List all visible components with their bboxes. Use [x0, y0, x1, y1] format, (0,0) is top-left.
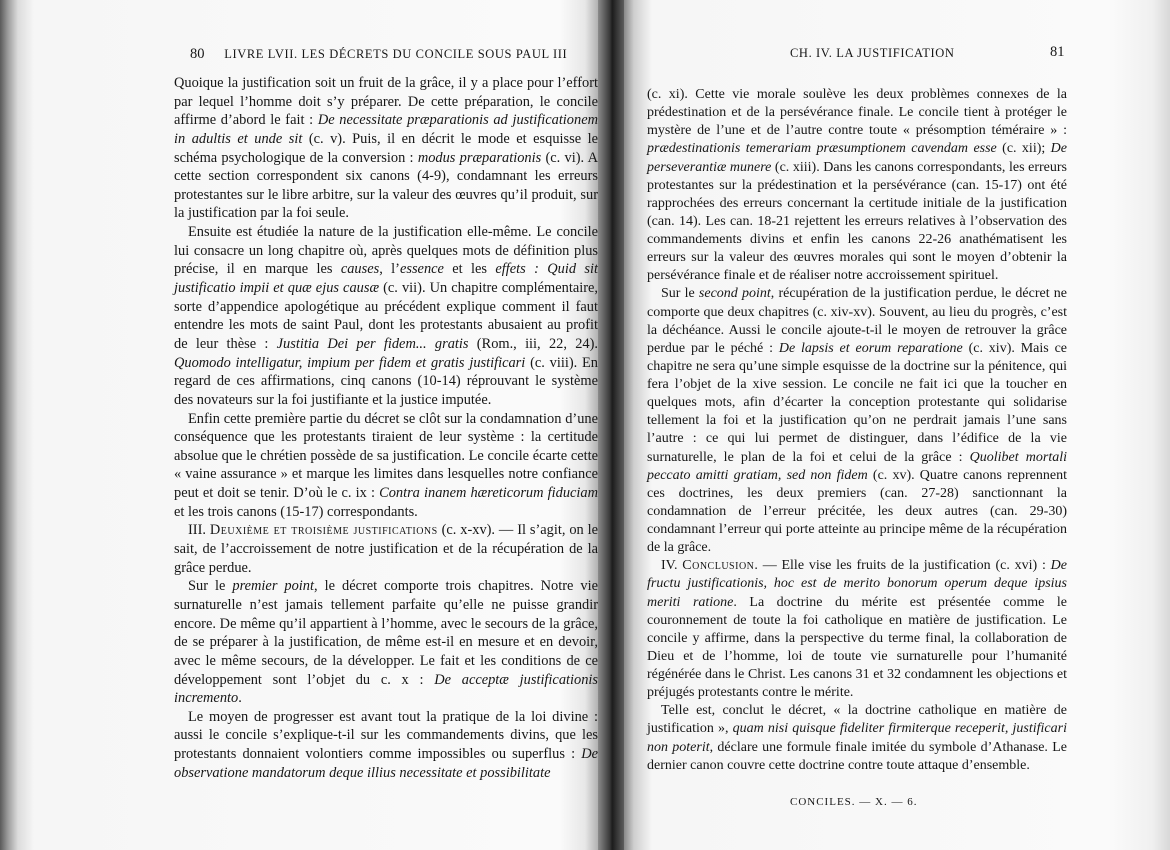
left-text-column [174, 74, 598, 782]
section-heading: Conclusion [682, 558, 755, 574]
section-heading: Deuxième et troisième justifications [209, 522, 438, 539]
section-heading-paragraph: IV. Conclusion. — Elle vise les fruits de la justification (c. xvi) : De fructu justificationis, hoc est de merito bonorum operum deque ipsius meriti ratione. La doctrine du mérite est présentée comme le couronnement de toute la foi catholique en matière de justification. Le concile y affirme, dans la perspective du terme final, la collaboration de Dieu et de l’homme, loi de toute vie surnaturelle pour l’humanité régénérée dans le Christ. Les canons 31 et 32 condamnent les objections et préjugés protestants contre le mérite. [647, 558, 1067, 701]
paragraph: Le moyen de progresser est avant tout la pratique de la loi divine : aussi le concile s’explique-t-il sur les commandements divins, que les protestants donnaient volontiers comme impossibles ou superflus : De observatione mandatorum deque illius necessitate et possibilitate [174, 708, 598, 781]
paragraph: Sur le second point, récupération de la justification perdue, le décret ne comporte que deux chapitres (c. xiv-xv). Souvent, au lieu du progrès, c’est la déchéance. Aussi le concile ajoute-t-il le moyen de retrouver la grâce perdue par le péché : De lapsis et eorum reparatione (c. xiv). Mais ce chapitre ne sera qu’une simple esquisse de la doctrine sur la pénitence, qui fera l’objet de la xive session. Le concile ne fait ici que la toucher en quelques mots, afin d’écarter la conception protestante qui solidarise tellement la foi et la justification qu’on ne perdrait jamais l’une sans l’autre : ce qui lui permet de distinguer, dans l’édifice de la vie surnaturelle, le plan de la foi et celui de la grâce : Quolibet mortali peccato amitti gratiam, sed non fidem (c. xv). Quatre canons reprennent ces doctrines, les deux premiers (can. 27-28) sanctionnant la condamnation de l’erreur précitée, les deux autres (can. 29-30) condamnant l’erreur qui porte atteinte au principe même de la récupération de la grâce. [647, 286, 1067, 556]
right-page [612, 0, 1170, 850]
paragraph: Telle est, conclut le décret, « la doctrine catholique en matière de justification », quam nisi quisque fideliter firmiterque receperit, justificari non poterit, déclare une formule finale imitée du symbole d’Athanase. Le dernier canon couvre cette doctrine contre toute attaque d’ensemble. [647, 703, 1067, 773]
right-page-number: 81 [1050, 44, 1065, 60]
signature-mark: CONCILES. — X. — 6. [790, 796, 918, 808]
paragraph: Quoique la justification soit un fruit de la grâce, il y a place pour l’effort par lequel l’homme doit s’y préparer. De cette préparation, le concile affirme d’abord le fait : De necessitate præparationis ad justificationem in adultis et unde sit (c. v). Puis, il en décrit le mode et esquisse le schéma psychologique de la conversion : modus præparationis (c. vi). A cette section correspondent six canons (4-9), condamnant les erreurs protestantes sur le libre arbitre, sur la valeur des œuvres qu’il produit, sur la justification par la foi seule. [174, 75, 598, 222]
left-running-head [190, 46, 567, 63]
right-running-head [790, 44, 1065, 61]
left-page-number: 80 [190, 46, 205, 62]
section-heading-paragraph: III. Deuxième et troisième justifications (c. x-xv). — Il s’agit, on le sait, de l’accroissement de notre justification et de la récupération de la grâce perdue. [174, 522, 598, 576]
paragraph: (c. xi). Cette vie morale soulève les deux problèmes connexes de la prédestination et de la persévérance finale. Le concile tient à protéger le mystère de l’une et de l’autre contre toute « présomption téméraire » : prædestinationis temerariam præsumptionem cavendam esse (c. xii); De perseverantiæ munere (c. xiii). Dans les canons correspondants, les erreurs protestantes sur la prédestination et la persévérance (can. 15-17) ont été rapprochées des erreurs concernant la certitude initiale de la justification (can. 14). Les can. 18-21 rejettent les erreurs relatives à l’observation des commandements divins et enfin les canons 22-26 anathématisent les erreurs sur la valeur des œuvres morales qui sont le moyen d’obtenir la persévérance finale et de réaliser notre accroissement spirituel. [647, 87, 1067, 284]
paragraph: Ensuite est étudiée la nature de la justification elle-même. Le concile lui consacre un long chapitre où, après quelques mots de définition plus précise, il en marque les causes, l’essence et les effets : Quid sit justificatio impii et quæ ejus causæ (c. vii). Un chapitre complémentaire, sorte d’appendice apologétique au précédent explique comment il faut entendre les mots de saint Paul, dont les protestants abusaient au profit de leur thèse : Justitia Dei per fidem... gratis (Rom., iii, 22, 24). Quomodo intelligatur, impium per fidem et gratis justificari (c. viii). En regard de ces affirmations, cinq canons (10-14) réprouvant le système des novateurs sur la foi justifiante et la justice imputée. [174, 224, 598, 408]
paragraph: Sur le premier point, le décret comporte trois chapitres. Notre vie surnaturelle n’est jamais tellement parfaite qu’elle ne puisse grandir encore. De même qu’il appartient à l’homme, avec le secours de la grâce, de se préparer à la justification, de même est-il en mesure et en devoir, avec le même secours, de la développer. Le fait et les conditions de ce développement sont l’objet du c. x : De acceptæ justificationis incremento. [174, 578, 599, 707]
right-running-head-text: CH. IV. LA JUSTIFICATION [790, 46, 955, 60]
left-running-head-text: LIVRE LVII. LES DÉCRETS DU CONCILE SOUS PAUL III [224, 47, 568, 61]
right-text-column [647, 86, 1067, 775]
book-gutter [598, 0, 624, 850]
paragraph: Enfin cette première partie du décret se clôt sur la condamnation d’une conséquence que les protestants tiraient de leur système : la certitude absolue que le chrétien possède de sa justification. Le concile écarte cette « vaine assurance » et marque les limites dans lesquelles notre confiance peut et doit se tenir. D’où le c. ix : Contra inanem hæreticorum fiduciam et les trois canons (15-17) correspondants. [174, 410, 598, 520]
